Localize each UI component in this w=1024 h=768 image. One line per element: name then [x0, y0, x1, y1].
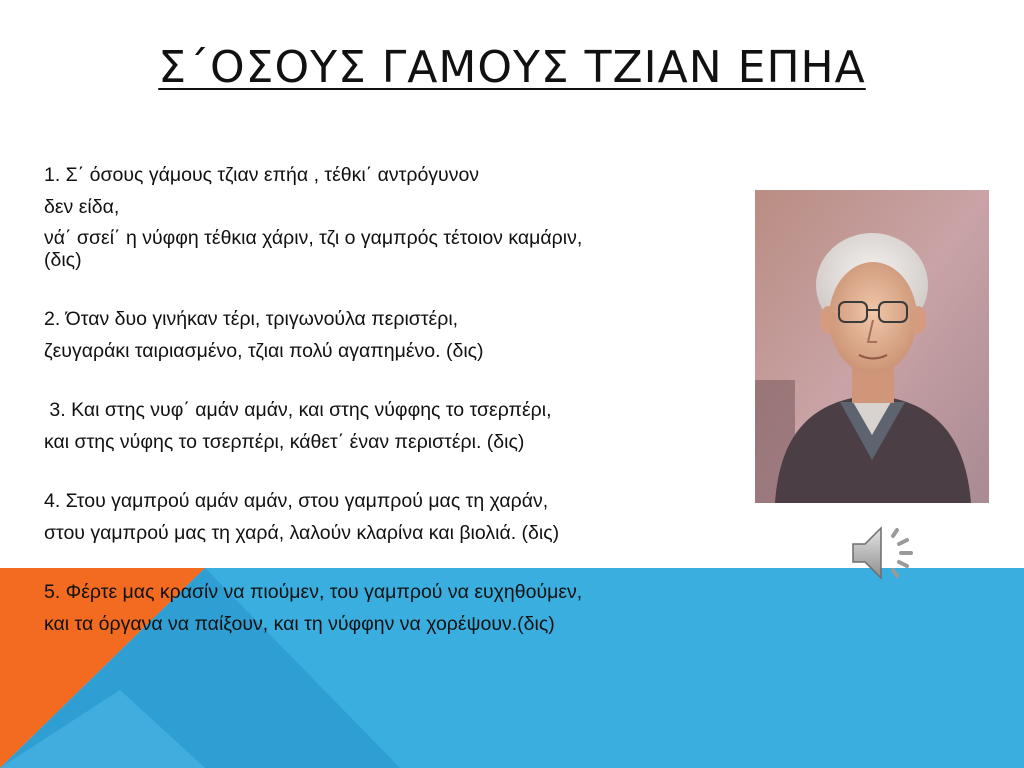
- portrait-photo: [755, 190, 989, 503]
- lyrics-body: [44, 166, 734, 634]
- slide-title-text: Σ΄ΟΣΟΥΣ ΓΑΜΟΥΣ ΤΖΙΑΝ ΕΠΗΑ: [158, 42, 866, 93]
- verse-5-line-1: 5. Φέρτε μας κρασίν να πιούμεν, του γαμπρού να ευχηθούμεν,: [44, 581, 583, 603]
- verse-3: [44, 401, 734, 452]
- verse-2-line-2: ζευγαράκι ταιριασμένο, τζιαι πολύ αγαπημένο. (δις): [44, 339, 484, 362]
- verse-1-line-2: δεν είδα,: [44, 195, 120, 218]
- verse-3-line-1: 3. Και στης νυφ΄ αμάν αμάν, και στης νύφφης το τσερπέρι,: [44, 399, 552, 421]
- speaker-icon[interactable]: [849, 520, 919, 586]
- verse-2: [44, 310, 734, 361]
- verse-3-line-2: και στης νύφης το τσερπέρι, κάθετ΄ έναν περιστέρι. (δις): [44, 430, 525, 453]
- verse-1-line-4: (δις): [44, 248, 82, 271]
- verse-1-line-1: 1. Σ΄ όσους γάμους τζιαν επήα , τέθκι΄ αντρόγυνον: [44, 164, 480, 186]
- verse-4-line-2: στου γαμπρού μας τη χαρά, λαλούν κλαρίνα και βιολιά. (δις): [44, 521, 560, 544]
- verse-5: [44, 583, 734, 634]
- verse-1: [44, 166, 734, 270]
- verse-4: [44, 492, 734, 543]
- verse-5-line-2: και τα όργανα να παίξουν, και τη νύφφην να χορέψουν.(δις): [44, 612, 555, 635]
- slide-title: [0, 42, 1024, 93]
- verse-2-line-1: 2. Όταν δυο γινήκαν τέρι, τριγωνούλα περιστέρι,: [44, 308, 459, 330]
- verse-4-line-1: 4. Στου γαμπρού αμάν αμάν, στου γαμπρού μας τη χαράν,: [44, 490, 549, 512]
- verse-1-line-3: νά΄ σσεί΄ η νύφφη τέθκια χάριν, τζι ο γαμπρός τέτοιον καμάριν,: [44, 227, 583, 249]
- portrait-image: [755, 190, 989, 503]
